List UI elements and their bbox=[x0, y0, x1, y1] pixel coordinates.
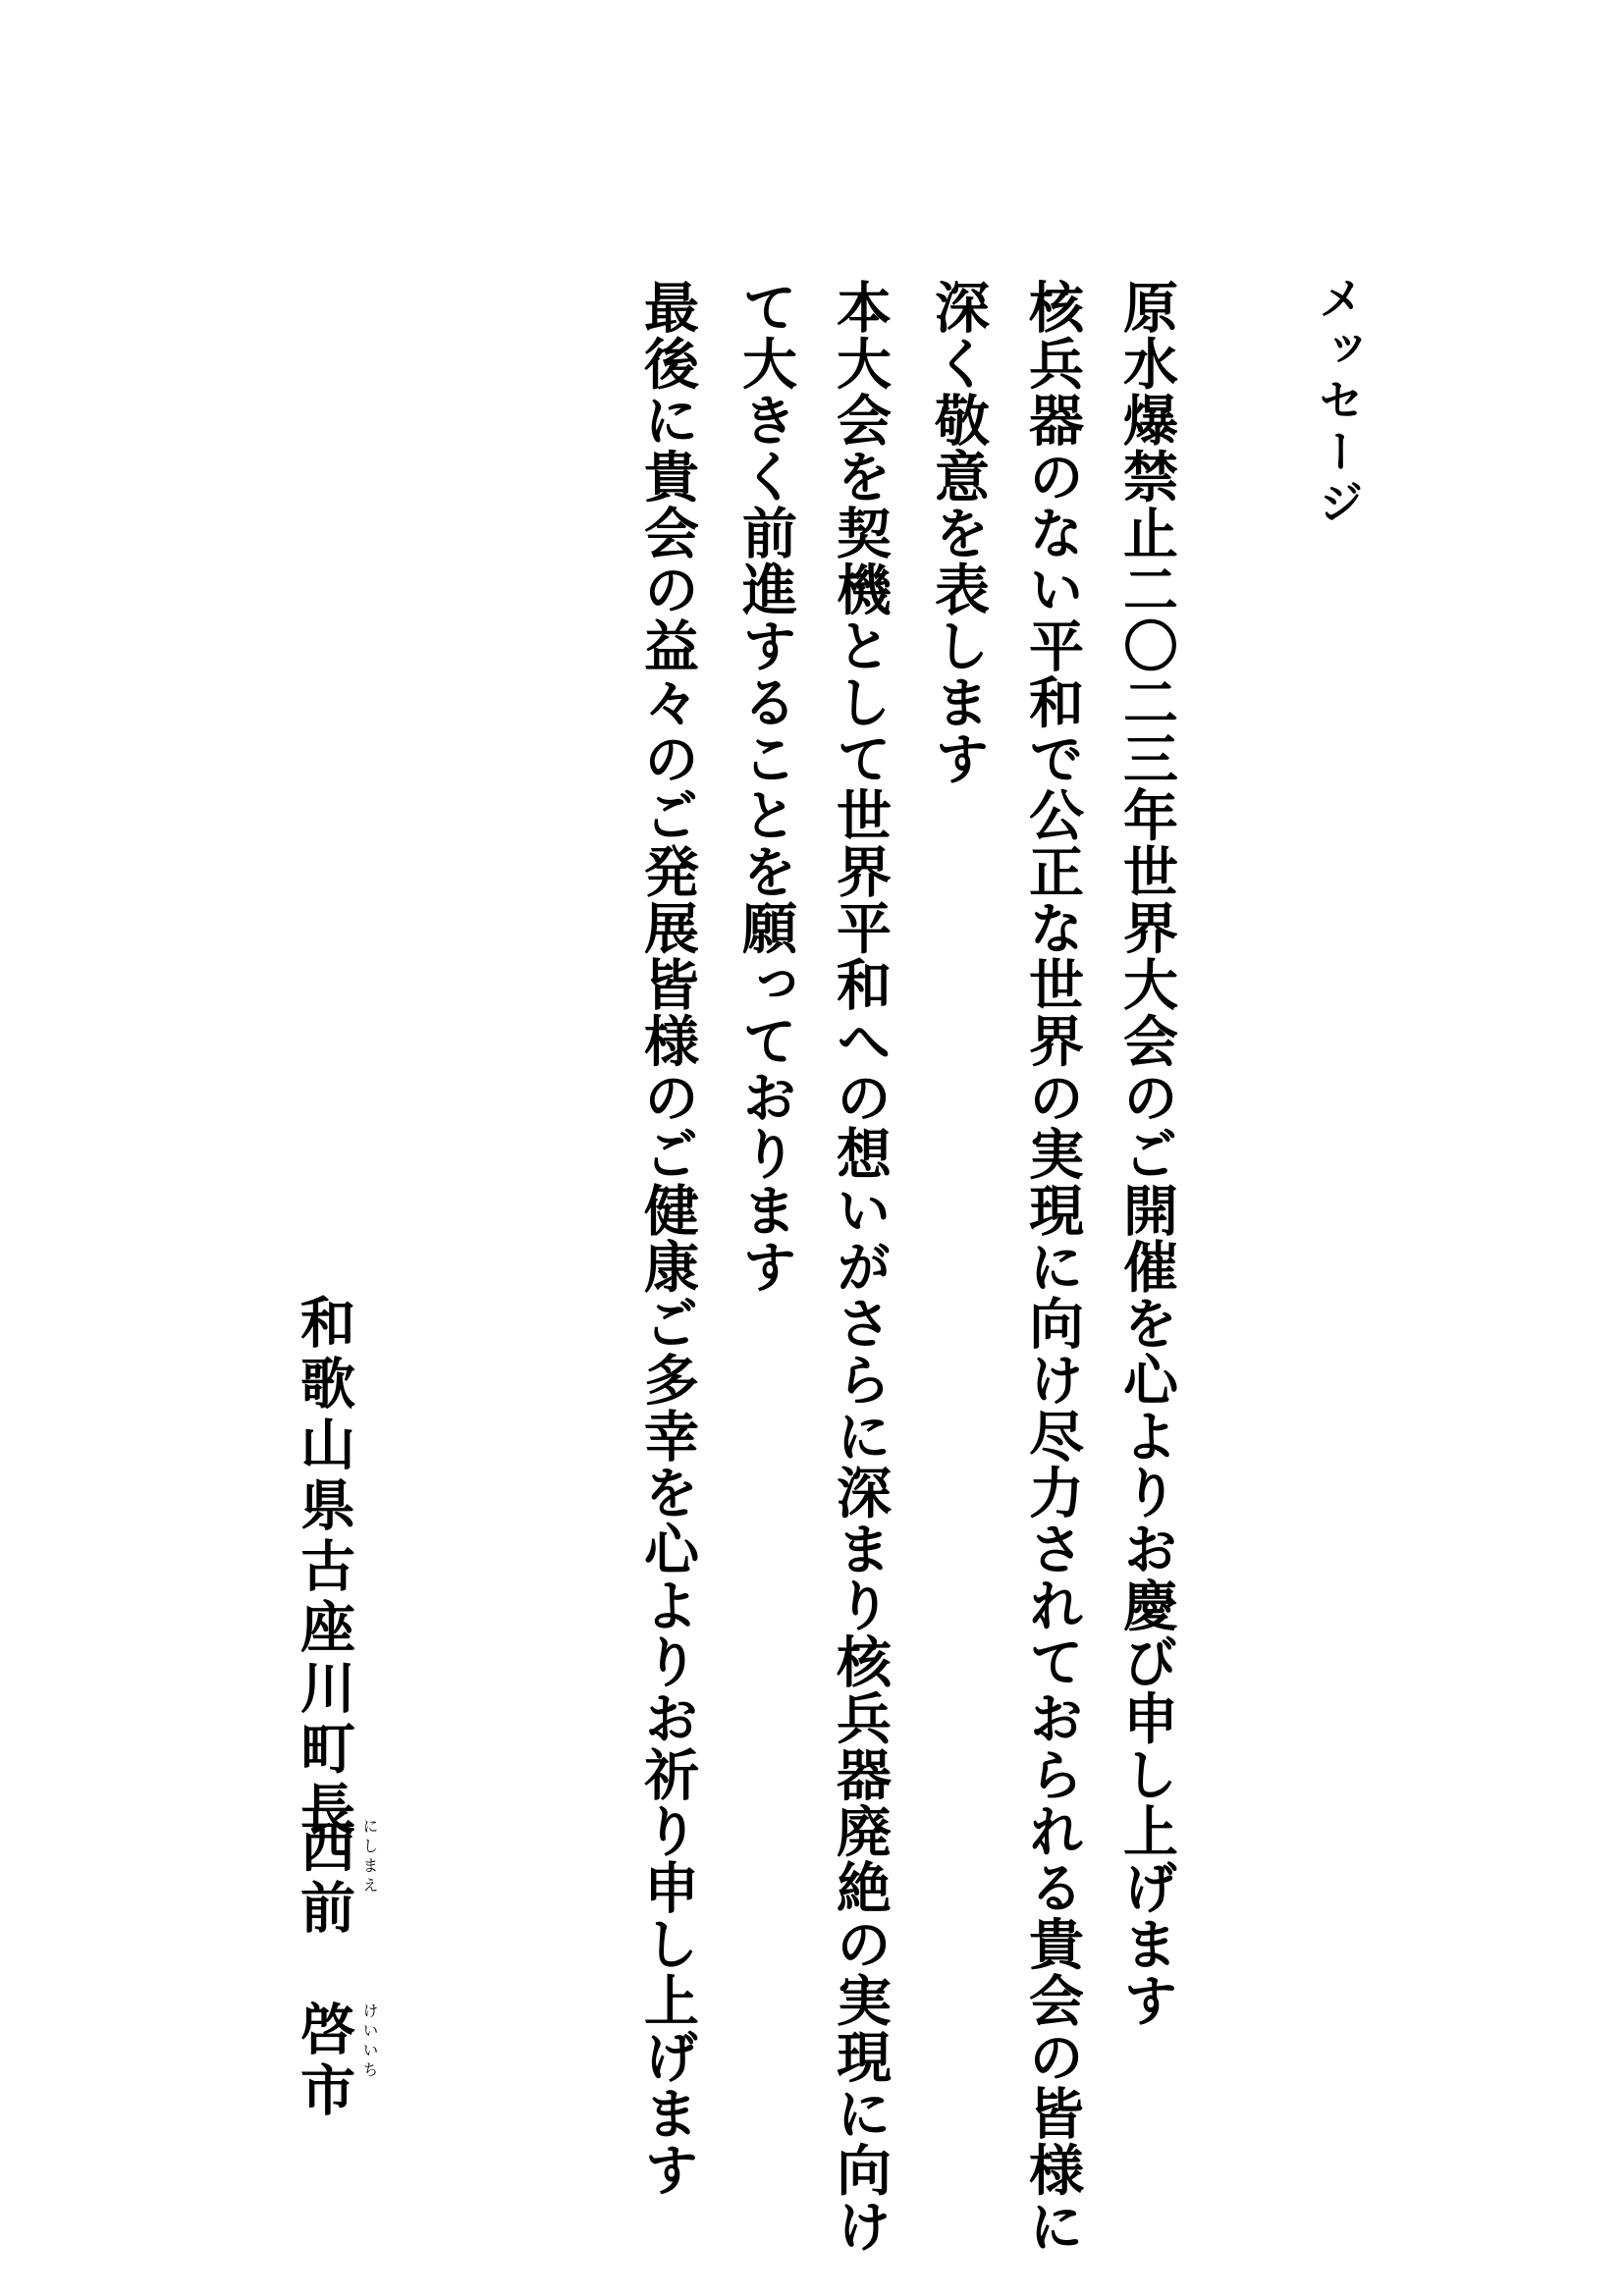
body-line-1: 原水爆禁止二〇二三年世界大会のご開催を心よりお慶び申し上げます bbox=[1114, 279, 1179, 2029]
body-line-5: て大きく前進することを願っております bbox=[733, 279, 798, 1295]
body-line-4: 本大会を契機として世界平和への想いがさらに深まり核兵器廃絶の実現に向け bbox=[828, 279, 893, 2255]
surname-reading: にしまえ bbox=[360, 1818, 379, 1896]
body-line-2: 核兵器のない平和で公正な世界の実現に向け尽力されておられる貴会の皆様に bbox=[1020, 279, 1085, 2255]
signature-given-name: 啓市 bbox=[292, 2001, 356, 2122]
given-name-reading: けいいち bbox=[360, 2002, 379, 2081]
signature-surname: 西前 bbox=[292, 1818, 356, 1940]
page-title: メッセージ bbox=[1312, 275, 1365, 530]
body-line-3: 深く敬意を表します bbox=[926, 279, 991, 787]
body-line-6: 最後に貴会の益々のご発展皆様のご健康ご多幸を心よりお祈り申し上げます bbox=[635, 279, 700, 2198]
signature-position: 和歌山県古座川町長 bbox=[292, 1294, 356, 1842]
